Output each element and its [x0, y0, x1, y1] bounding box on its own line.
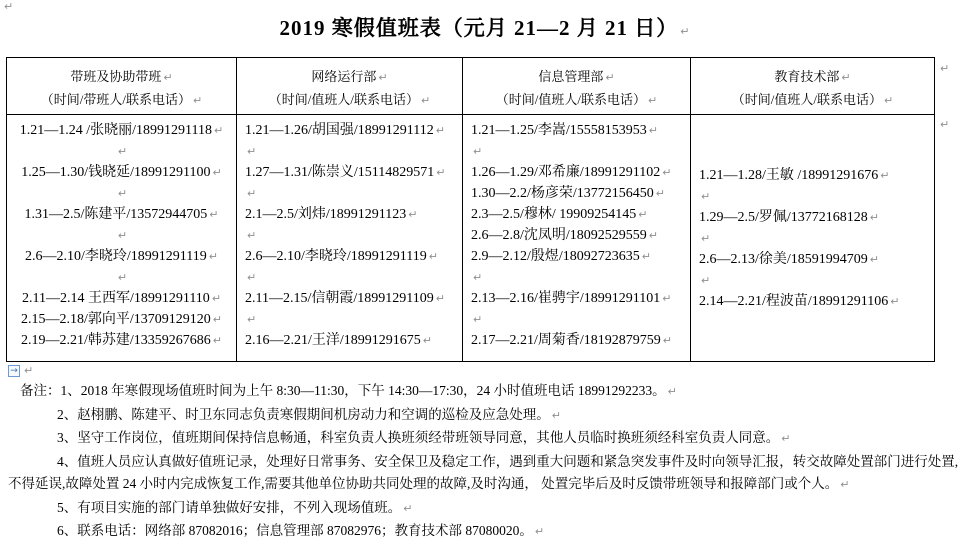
- duty-entry-text: 2.16—2.21/王洋/18991291675: [245, 333, 421, 348]
- notes-section: [8, 363, 966, 544]
- duty-entry-text: 1.26—1.29/邓希廉/18991291102: [471, 165, 661, 180]
- header-dept-name: 信息管理部: [538, 69, 604, 84]
- duty-entry-text: 2.11—2.15/信朝霞/18991291109: [245, 291, 434, 306]
- paragraph-mark: ↵: [4, 0, 14, 13]
- duty-line: [699, 165, 934, 186]
- paragraph-mark: ↵: [638, 208, 648, 221]
- paragraph-mark: ↵: [209, 208, 219, 221]
- header-edu-dept: [691, 58, 934, 114]
- paragraph-mark: ↵: [840, 478, 850, 491]
- duty-entry-text: 1.30—2.2/杨彦荣/13772156450: [471, 186, 654, 201]
- anchor-line: [8, 363, 966, 380]
- header-format-hint: （时间/值班人/联系电话）: [495, 92, 646, 107]
- paragraph-mark: ↵: [117, 145, 128, 158]
- duty-line: [471, 330, 690, 351]
- note-line: [8, 451, 966, 497]
- paragraph-mark: ↵: [247, 271, 257, 284]
- duty-line: [471, 288, 690, 309]
- duty-entry-text: 2.13—2.16/崔骋宇/18991291101: [471, 291, 661, 306]
- paragraph-mark: ↵: [473, 313, 483, 326]
- paragraph-mark: ↵: [701, 273, 711, 287]
- duty-line: [471, 183, 690, 204]
- header-dept-name: 网络运行部: [311, 69, 377, 84]
- paragraph-mark: ↵: [214, 124, 224, 137]
- header-info-dept: [463, 58, 691, 114]
- paragraph-mark: ↵: [655, 187, 665, 200]
- header-dept-name: 教育技术部: [774, 69, 840, 84]
- empty-line: [7, 183, 236, 204]
- header-format-hint: （时间/带班人/联系电话）: [40, 92, 191, 107]
- duty-entry-text: 2.19—2.21/韩苏建/13359267686: [21, 333, 211, 348]
- duty-line: [471, 225, 690, 246]
- paragraph-mark: ↵: [117, 187, 128, 200]
- paragraph-mark: ↵: [680, 25, 691, 38]
- duty-line: [245, 120, 462, 141]
- paragraph-mark: ↵: [421, 94, 431, 107]
- note-line: [8, 497, 966, 521]
- duty-cell-network: [237, 115, 463, 361]
- duty-entry-text: 1.21—1.26/胡国强/18991291112: [245, 123, 434, 138]
- note-text: 4、值班人员应认真做好值班记录，处理好日常事务、安全保卫及稳定工作，遇到重大问题和紧急突发事件及时向领导汇报，转交故障处置部门进行处置,不得延误,故障处置 24 小时内完成恢复工作,需要其他单位协助共同处理的故障,及时沟通， 处置完毕后及时反馈带班领导和报障部门或个人。: [8, 453, 959, 491]
- paragraph-mark: ↵: [193, 94, 203, 107]
- paragraph-mark: ↵: [212, 313, 222, 326]
- paragraph-mark: ↵: [435, 292, 445, 305]
- empty-line: [471, 141, 690, 162]
- paragraph-mark: ↵: [701, 189, 711, 203]
- duty-line: [7, 162, 236, 183]
- note-text: 6、联系电话：网络部 87082016；信息管理部 87082976；教育技术部 87080020。: [57, 523, 533, 538]
- duty-entry-text: 2.6—2.13/徐美/18591994709: [699, 251, 868, 267]
- paragraph-mark: ↵: [869, 252, 879, 266]
- duty-line: [471, 246, 690, 267]
- header-format-hint: （时间/值班人/联系电话）: [268, 92, 419, 107]
- paragraph-mark: ↵: [408, 208, 418, 221]
- duty-line: [245, 204, 462, 225]
- paragraph-mark: ↵: [247, 229, 257, 242]
- paragraph-mark: ↵: [701, 231, 711, 245]
- empty-line: [245, 309, 462, 330]
- paragraph-mark: ↵: [869, 210, 879, 224]
- duty-entry-text: 1.25—1.30/钱晓延/18991291100: [21, 165, 211, 180]
- paragraph-mark: ↵: [211, 292, 222, 305]
- paragraph-mark: ↵: [662, 292, 672, 305]
- duty-line: [699, 207, 934, 228]
- duty-entry-text: 2.6—2.8/沈凤明/18092529559: [471, 228, 647, 243]
- paragraph-mark: ↵: [428, 250, 438, 263]
- title-row: [0, 12, 970, 42]
- duty-line: [245, 330, 462, 351]
- duty-line: [245, 246, 462, 267]
- paragraph-mark: ↵: [208, 250, 218, 263]
- paragraph-mark: ↵: [884, 94, 894, 107]
- note-line: [8, 404, 966, 428]
- paragraph-mark: ↵: [378, 71, 388, 84]
- duty-line: [471, 204, 690, 225]
- duty-line: [245, 288, 462, 309]
- duty-cell-info: [463, 115, 691, 361]
- duty-entry-text: 1.31—2.5/陈建平/13572944705: [24, 207, 208, 222]
- empty-line: [471, 267, 690, 288]
- paragraph-mark: ↵: [662, 334, 672, 347]
- header-duty-lead: [7, 58, 237, 114]
- note-text: 2、赵栩鹏、陈建平、时卫东同志负责寒假期间机房动力和空调的巡检及应急处理。: [57, 406, 550, 422]
- paragraph-mark: ↵: [648, 124, 658, 137]
- paragraph-mark: ↵: [841, 71, 851, 84]
- paragraph-mark: ↵: [473, 145, 483, 158]
- note-text: 3、坚守工作岗位，值班期间保持信息畅通，科室负责人换班须经带班领导同意，其他人员临时换班须经科室负责人同意。: [57, 430, 780, 445]
- paragraph-mark: ↵: [641, 250, 651, 263]
- note-text: 备注：1、2018 年寒假现场值班时间为上午 8:30—11:30，下午 14:30—17:30，24 小时值班电话 18991292233。: [20, 383, 666, 398]
- paragraph-mark: ↵: [890, 294, 900, 308]
- duty-entry-text: 2.1—2.5/刘炜/18991291123: [245, 207, 407, 222]
- row-end-mark: ↵: [940, 62, 950, 75]
- duty-line: [699, 249, 934, 270]
- note-line: [8, 520, 966, 544]
- paragraph-mark: ↵: [24, 364, 34, 377]
- duty-entry-text: 2.17—2.21/周菊香/18192879759: [471, 333, 661, 348]
- paragraph-mark: ↵: [781, 432, 791, 445]
- paragraph-mark: ↵: [648, 94, 658, 107]
- empty-line: [245, 225, 462, 246]
- empty-line: [699, 270, 934, 291]
- duty-line: [7, 288, 236, 309]
- duty-entry-text: 2.15—2.18/郭向平/13709129120: [21, 312, 211, 327]
- paragraph-mark: ↵: [551, 408, 561, 422]
- empty-line: [471, 309, 690, 330]
- empty-line: [7, 141, 236, 162]
- paragraph-mark: ↵: [667, 385, 677, 398]
- empty-line: [245, 183, 462, 204]
- duty-line: [471, 162, 690, 183]
- paragraph-mark: ↵: [117, 229, 128, 242]
- empty-line: [699, 186, 934, 207]
- duty-line: [7, 204, 236, 225]
- empty-line: [7, 225, 236, 246]
- duty-entry-text: 1.21—1.24 /张晓丽/18991291118: [19, 123, 213, 138]
- paragraph-mark: ↵: [662, 166, 672, 179]
- duty-line: [699, 291, 934, 312]
- paragraph-mark: ↵: [534, 525, 545, 538]
- duty-schedule-table: [6, 57, 935, 362]
- note-line: [8, 427, 966, 451]
- empty-line: [245, 141, 462, 162]
- paragraph-mark: ↵: [212, 334, 222, 347]
- note-line: [8, 380, 966, 404]
- paragraph-mark: ↵: [605, 71, 615, 84]
- duty-entry-text: 1.29—2.5/罗佩/13772168128: [699, 209, 868, 225]
- header-network-dept: [237, 58, 463, 114]
- duty-line: [7, 246, 236, 267]
- note-text: 5、有项目实施的部门请单独做好安排，不列入现场值班。: [57, 499, 402, 515]
- paragraph-mark: ↵: [436, 166, 446, 179]
- paragraph-mark: ↵: [163, 71, 173, 84]
- duty-entry-text: 2.3—2.5/穆林/ 19909254145: [471, 207, 637, 222]
- paragraph-mark: ↵: [247, 187, 257, 200]
- paragraph-mark: ↵: [422, 334, 432, 347]
- duty-entry-text: 1.21—1.28/王敏 /18991291676: [699, 167, 879, 183]
- header-format-hint: （时间/值班人/联系电话）: [731, 92, 882, 107]
- duty-entry-text: 2.6—2.10/李晓玲/18991291119: [245, 249, 427, 264]
- table-anchor-icon: →: [8, 365, 20, 377]
- duty-line: [7, 330, 236, 351]
- duty-entry-text: 2.6—2.10/李晓玲/18991291119: [25, 249, 207, 264]
- paragraph-mark: ↵: [473, 271, 483, 284]
- paragraph-mark: ↵: [212, 166, 222, 179]
- duty-entry-text: 1.27—1.31/陈崇义/15114829571: [245, 165, 435, 180]
- header-dept-name: 带班及协助带班: [70, 69, 162, 84]
- paragraph-mark: ↵: [648, 229, 658, 242]
- duty-entry-text: 2.14—2.21/程波苗/18991291106: [699, 293, 889, 309]
- duty-entry-text: 2.9—2.12/殷煜/18092723635: [471, 249, 640, 264]
- duty-entry-text: 2.11—2.14 王西军/18991291110: [21, 291, 210, 306]
- empty-line: [245, 267, 462, 288]
- paragraph-mark: ↵: [247, 313, 257, 326]
- paragraph-mark: ↵: [880, 168, 890, 182]
- duty-line: [7, 120, 236, 141]
- row-end-mark: ↵: [940, 118, 950, 131]
- duty-cell-edu: [691, 115, 934, 361]
- table-header-row: [7, 58, 934, 115]
- paragraph-mark: ↵: [403, 501, 413, 515]
- duty-line: [7, 309, 236, 330]
- paragraph-mark: ↵: [247, 145, 257, 158]
- paragraph-mark: ↵: [435, 124, 445, 137]
- table-body-row: [7, 115, 934, 361]
- paragraph-mark: ↵: [117, 271, 128, 284]
- empty-line: [699, 228, 934, 249]
- duty-cell-lead: [7, 115, 237, 361]
- duty-line: [471, 120, 690, 141]
- page-title: 2019 寒假值班表（元月 21—2 月 21 日）: [279, 16, 679, 40]
- duty-line: [245, 162, 462, 183]
- duty-entry-text: 1.21—1.25/李嵩/15558153953: [471, 123, 647, 138]
- empty-line: [7, 267, 236, 288]
